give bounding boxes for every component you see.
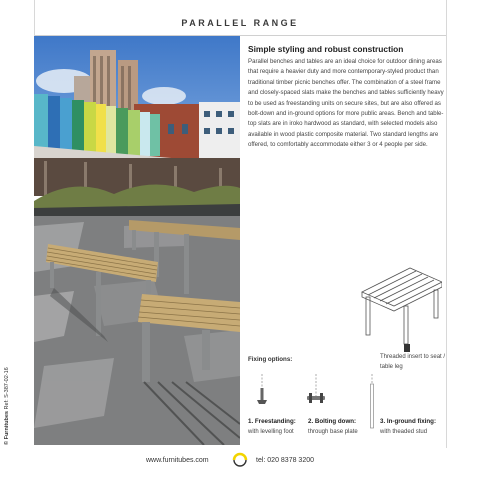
option-title: 2. Bolting down: — [308, 418, 357, 425]
in-ground-stud-icon — [368, 374, 376, 430]
fixing-option-in-ground — [380, 417, 436, 437]
threaded-insert-detail — [404, 344, 410, 352]
furnitubes-logo-icon — [232, 452, 248, 468]
article-body: Parallel benches and tables are an ideal choice for outdoor dining areas that require a heavier duty and more contemporary-styled product than traditional timber picnic benches offer. The combination of a steel frame and closely-spaced slats make the benches and tables sufficiently heavy to be used as freestanding units on secure sites, but are also offered as bolt-down and in-ground options for more public areas. Bench and table-top slats are in iroko hardwood as standard, with selected models also available in wood plastic composite material. Two standard lengths are offered, to comfortably accommodate either 3 or 4 people per side. — [248, 58, 444, 149]
bench-line-drawing — [358, 262, 442, 362]
option-desc: through base plate — [308, 429, 358, 435]
option-desc: with levelling foot — [248, 429, 294, 435]
option-title: 1. Freestanding: — [248, 418, 296, 425]
credit-ref: Ref: S-387-02-16 — [4, 367, 10, 410]
option-desc: with theaded stud — [380, 429, 428, 435]
product-photo — [34, 36, 240, 445]
option-title: 3. In-ground fixing: — [380, 418, 437, 425]
threaded-insert-note: Threaded insert to seat / table leg — [380, 354, 446, 370]
article-heading: Simple styling and robust construction — [248, 44, 404, 54]
page-title: PARALLEL RANGE — [181, 18, 299, 28]
levelling-foot-icon — [256, 374, 268, 408]
page-header — [34, 0, 446, 36]
fixing-option-bolting-down — [308, 417, 358, 437]
copyright-credit — [4, 335, 10, 445]
fixing-options-title: Fixing options: — [248, 356, 293, 363]
credit-brand: © Furnitubes — [4, 411, 10, 445]
fixing-option-freestanding — [248, 417, 296, 437]
website-link[interactable]: www.furnitubes.com — [146, 457, 209, 464]
base-plate-icon — [306, 374, 326, 408]
footer — [0, 448, 480, 480]
left-margin-rule — [34, 0, 35, 36]
article — [248, 44, 444, 151]
telephone-number: tel: 020 8378 3200 — [256, 457, 314, 464]
right-margin-rule — [446, 0, 447, 448]
bench-scene-image — [34, 36, 240, 445]
